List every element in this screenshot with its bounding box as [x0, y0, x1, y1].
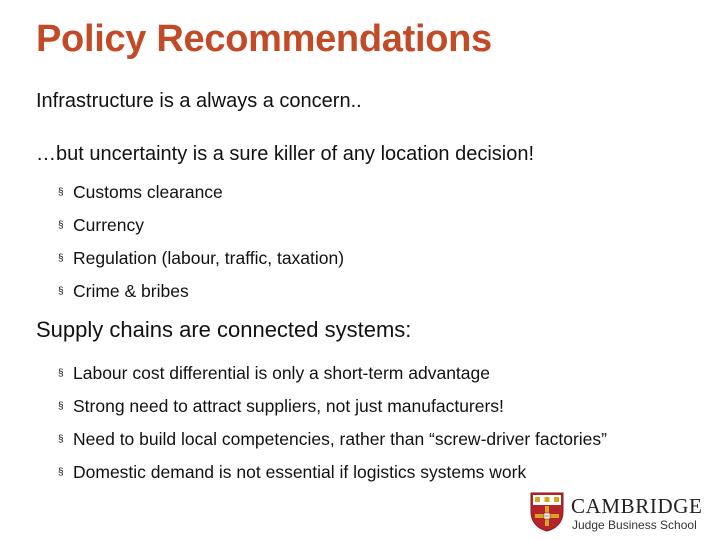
cambridge-crest-icon	[530, 492, 564, 532]
logo-subtitle: Judge Business School	[572, 518, 697, 532]
list-item	[58, 395, 607, 428]
logo-name: CAMBRIDGE	[571, 494, 703, 518]
list-item	[58, 247, 344, 280]
bullet-icon: §	[58, 368, 64, 379]
bullet-icon: §	[58, 253, 64, 264]
bullet-text: Currency	[73, 215, 144, 235]
bullet-icon: §	[58, 220, 64, 231]
point-one-text: …but uncertainty is a sure killer of any location decision!	[36, 143, 535, 165]
bullet-text: Labour cost differential is only a short-term advantage	[73, 363, 490, 383]
bullet-icon: §	[58, 467, 64, 478]
bullet-list-one	[58, 181, 344, 313]
list-item	[58, 461, 607, 494]
bullet-icon: §	[58, 434, 64, 445]
list-item	[58, 181, 344, 214]
point-two-text: Supply chains are connected systems:	[36, 317, 412, 342]
bullet-text: Domestic demand is not essential if logistics systems work	[73, 462, 527, 482]
bullet-text: Customs clearance	[73, 182, 223, 202]
bullet-icon: §	[58, 401, 64, 412]
bullet-list-two	[58, 362, 607, 494]
intro-text: Infrastructure is a always a concern..	[36, 90, 362, 112]
bullet-icon: §	[58, 187, 64, 198]
cambridge-judge-logo	[530, 492, 710, 536]
list-item	[58, 280, 344, 313]
list-item	[58, 214, 344, 247]
list-item	[58, 428, 607, 461]
bullet-text: Need to build local competencies, rather than “screw-driver factories”	[73, 429, 607, 449]
bullet-text: Crime & bribes	[73, 281, 189, 301]
bullet-icon: §	[58, 286, 64, 297]
bullet-text: Regulation (labour, traffic, taxation)	[73, 248, 345, 268]
bullet-text: Strong need to attract suppliers, not just manufacturers!	[73, 396, 504, 416]
slide-title: Policy Recommendations	[36, 18, 492, 60]
list-item	[58, 362, 607, 395]
